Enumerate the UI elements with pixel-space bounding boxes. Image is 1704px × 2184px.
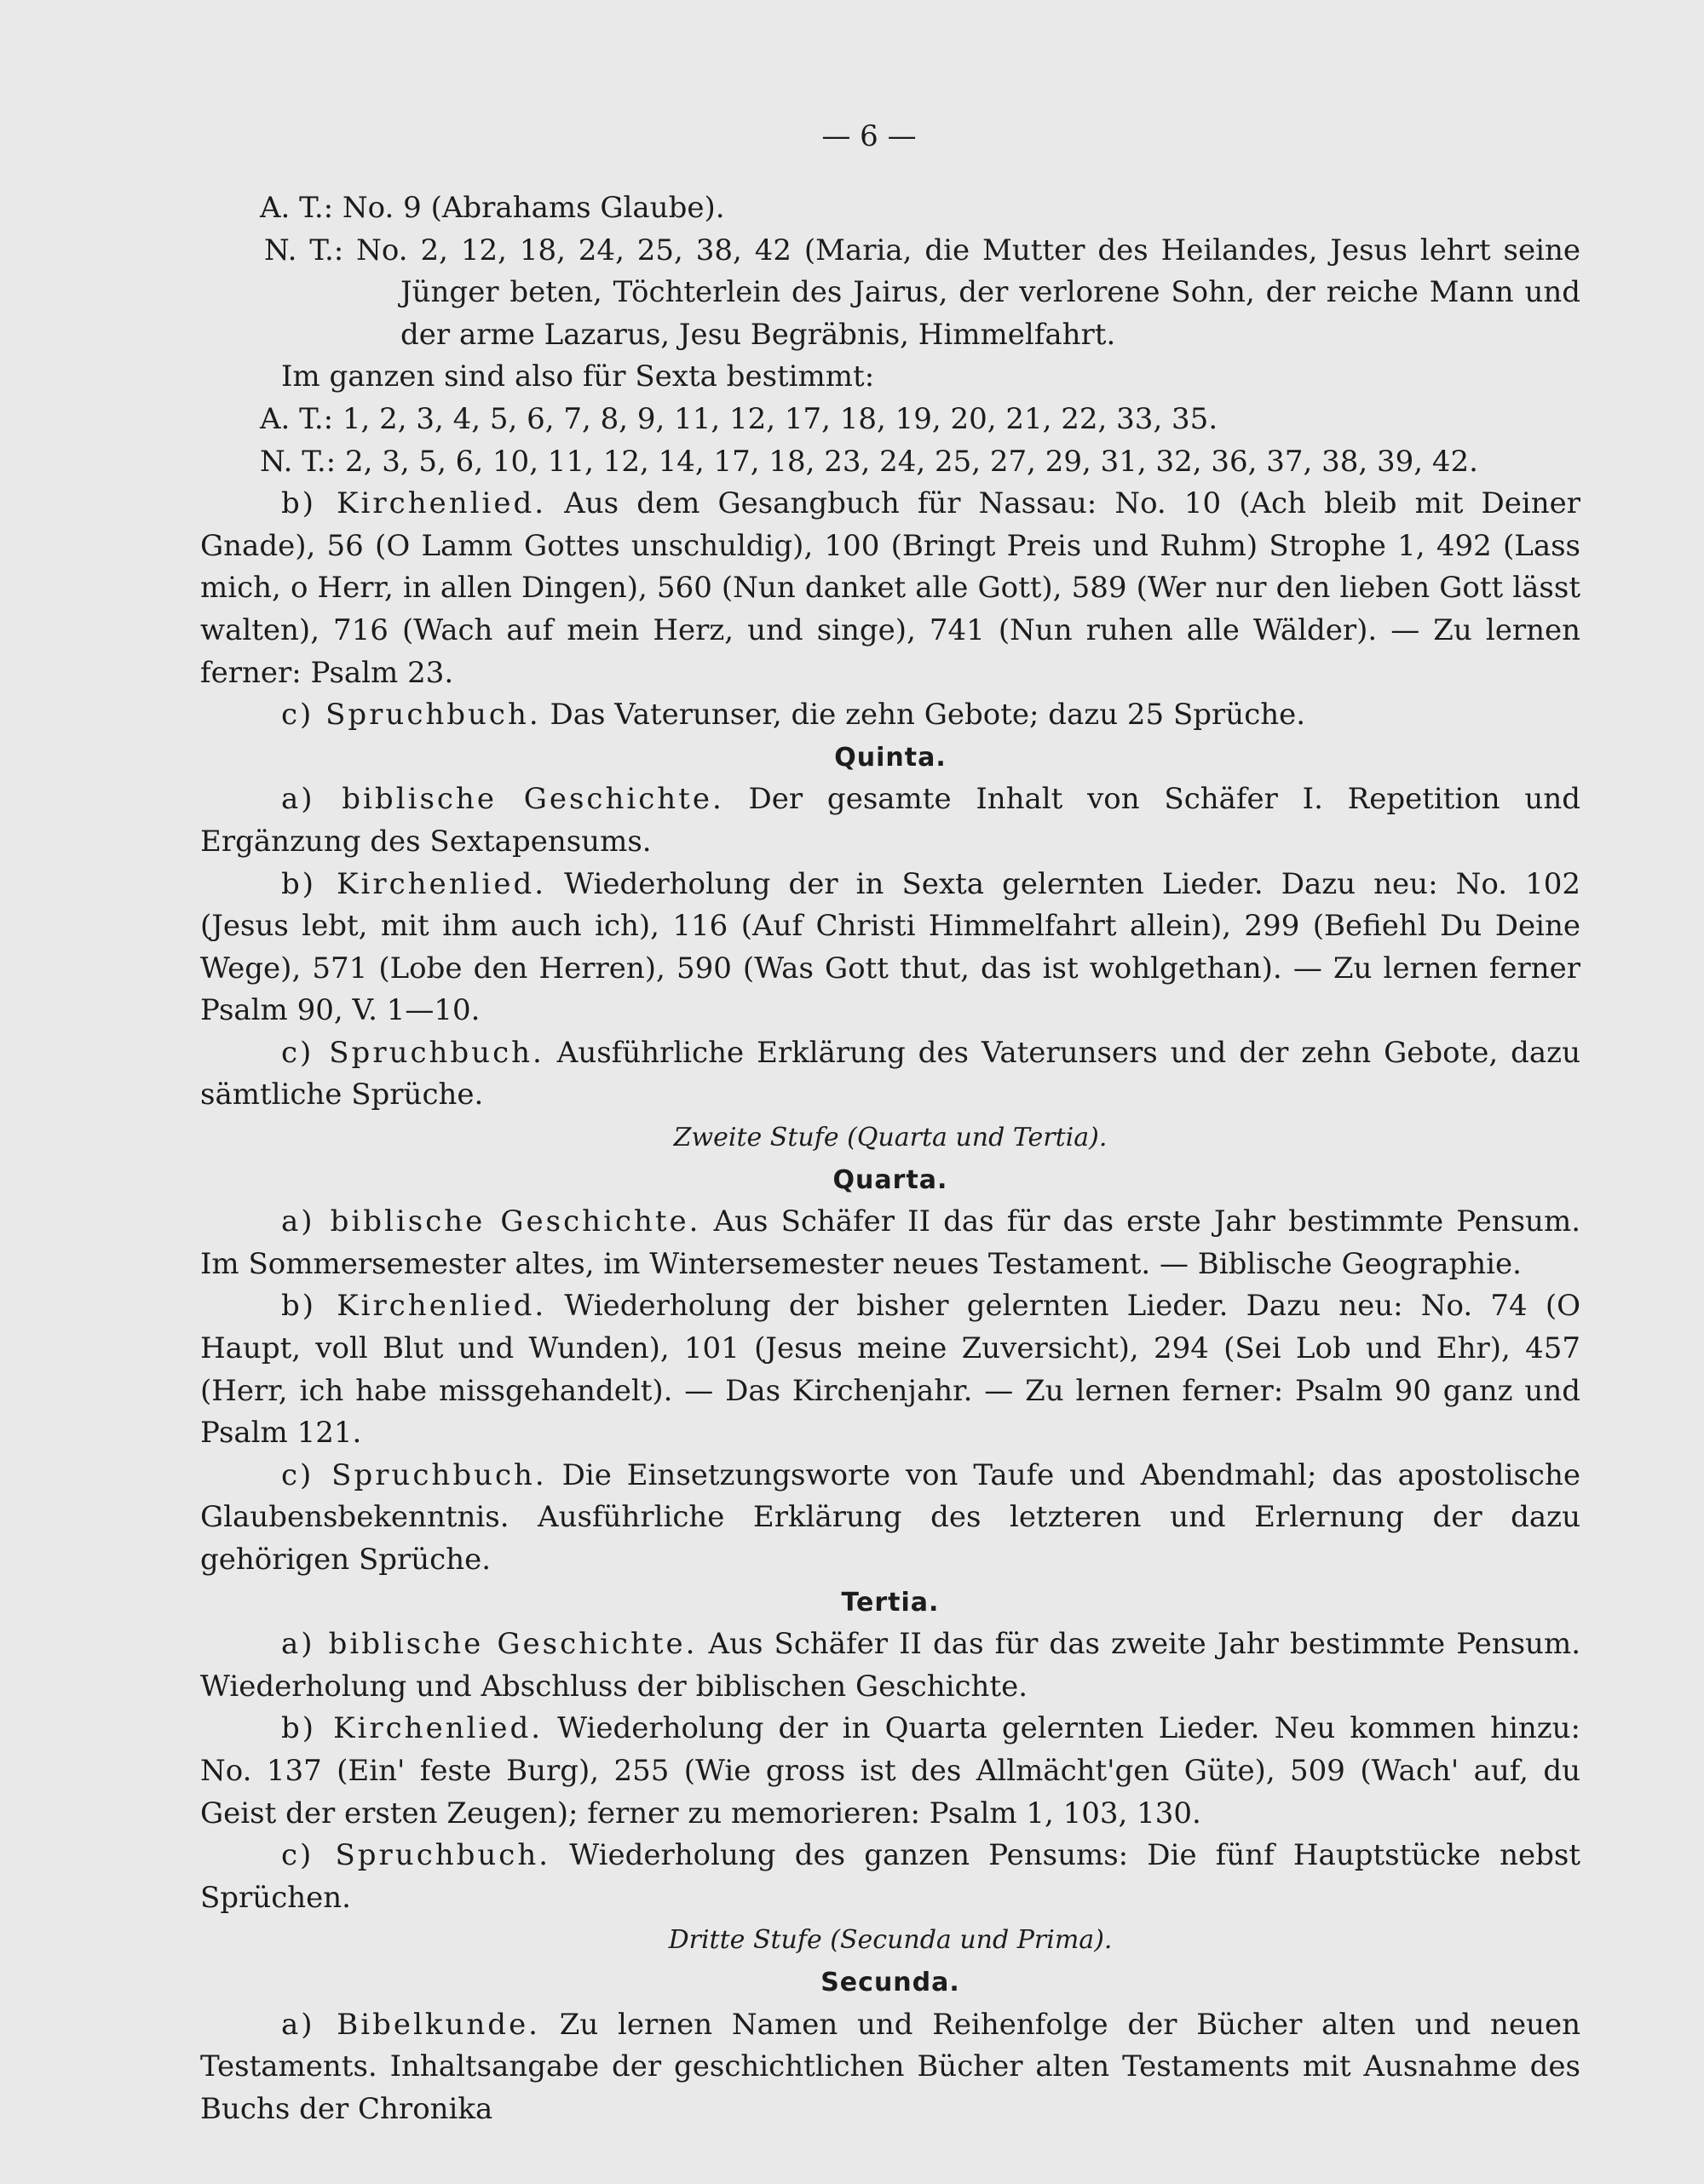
label: a) biblische Geschichte.	[281, 1204, 701, 1239]
sexta-kirchenlied	[200, 483, 1580, 694]
at-line-1: A. T.: No. 9 (Abrahams Glaube).	[260, 191, 725, 225]
label: b) Kirchenlied.	[281, 1289, 547, 1324]
quarta-c	[200, 1455, 1580, 1582]
text: Der gesamte Inhalt von Schäfer I. Repetition und Ergänzung des Sextapensums.	[200, 782, 1580, 859]
text: Aus Schäfer II das für das erste Jahr bestimmte Pensum. Im Sommersemester altes, im Wintersemester neues Testament. — Biblische Geographie.	[200, 1204, 1580, 1281]
text: Ausführliche Erklärung des Vaterunsers und der zehn Gebote, dazu sämtliche Sprüche.	[200, 1035, 1580, 1112]
body-text	[200, 187, 1580, 2130]
text: Aus dem Gesangbuch für Nassau: No. 10 (Ach bleib mit Deiner Gnade), 56 (O Lamm Gottes unschuldig), 100 (Bringt Preis und Ruhm) Strophe 1, 492 (Lass mich, o Herr, in allen Dingen), 560 (Nun danket alle Gott), 589 (Wer nur den lieben Gott lässt walten), 716 (Wach auf mein Herz, und singe), 741 (Nun ruhen alle Wälder). — Zu lernen ferner: Psalm 23.	[200, 486, 1581, 690]
text: Zu lernen Namen und Reihenfolge der Bücher alten und neuen Testaments. Inhaltsangabe der geschichtlichen Bücher alten Testaments mit Ausnahme des Buchs der Chronika	[200, 2007, 1580, 2126]
sexta-spruchbuch	[200, 694, 1580, 737]
quinta-b	[200, 864, 1580, 1032]
tertia-b	[200, 1708, 1580, 1835]
heading-quinta: Quinta.	[834, 742, 947, 773]
stufe-3: Dritte Stufe (Secunda und Prima).	[668, 1925, 1113, 1956]
text: Wiederholung des ganzen Pensums: Die fünf Hauptstücke nebst Sprüchen.	[200, 1838, 1580, 1915]
label: a) biblische Geschichte.	[281, 1627, 698, 1662]
text: Aus Schäfer II das für das zweite Jahr bestimmte Pensum. Wiederholung und Abschluss der biblischen Geschichte.	[200, 1627, 1580, 1704]
quinta-a	[200, 779, 1580, 863]
text: Wiederholung der in Sexta gelernten Lieder. Dazu neu: No. 102 (Jesus lebt, mit ihm auch ich), 116 (Auf Christi Himmelfahrt allein), 299 (Befiehl Du Deine Wege), 571 (Lobe den Herren), 590 (Was Gott thut, das ist wohlgethan). — Zu lernen ferner Psalm 90, V. 1—10.	[200, 866, 1580, 1028]
stufe-2: Zweite Stufe (Quarta und Tertia).	[673, 1123, 1108, 1153]
label: a) biblische Geschichte.	[281, 782, 724, 817]
label: c) Spruchbuch.	[281, 1035, 544, 1070]
label: a) Bibelkunde.	[281, 2007, 540, 2042]
label: b) Kirchenlied.	[281, 486, 547, 521]
at-line-2: A. T.: 1, 2, 3, 4, 5, 6, 7, 8, 9, 11, 12, 17, 18, 19, 20, 21, 22, 33, 35.	[260, 401, 1218, 436]
text: Die Einsetzungsworte von Taufe und Abendmahl; das apostolische Glaubensbekenntnis. Ausführliche Erklärung des letzteren und Erlernung der dazu gehörigen Sprüche.	[200, 1457, 1580, 1577]
label: b) Kirchenlied.	[281, 1711, 544, 1746]
heading-secunda: Secunda.	[820, 1967, 960, 1997]
tertia-c	[200, 1835, 1580, 1919]
label: c) Spruchbuch.	[281, 698, 541, 733]
quarta-a	[200, 1201, 1580, 1285]
label: c) Spruchbuch.	[281, 1457, 547, 1492]
text: Wiederholung der in Quarta gelernten Lieder. Neu kommen hinzu: No. 137 (Ein' feste Burg), 255 (Wie gross ist des Allmächt'gen Güte), 509 (Wach' auf, du Geist der ersten Zeugen); ferner zu memorieren: Psalm 1, 103, 130.	[200, 1711, 1581, 1831]
text: Das Vaterunser, die zehn Gebote; dazu 25 Sprüche.	[550, 698, 1306, 733]
text: Wiederholung der bisher gelernten Lieder. Dazu neu: No. 74 (O Haupt, voll Blut und Wunden), 101 (Jesus meine Zuversicht), 294 (Sei Lob und Ehr), 457 (Herr, ich habe missgehandelt). — Das Kirchenjahr. — Zu lernen ferner: Psalm 90 ganz und Psalm 121.	[200, 1289, 1581, 1451]
heading-quarta: Quarta.	[832, 1164, 948, 1195]
secunda-a	[200, 2004, 1580, 2131]
summary-line: Im ganzen sind also für Sexta bestimmt:	[281, 359, 875, 394]
tertia-a	[200, 1624, 1580, 1708]
heading-tertia: Tertia.	[841, 1587, 940, 1618]
nt-line-1: N. T.: No. 2, 12, 18, 24, 25, 38, 42 (Maria, die Mutter des Heilandes, Jesus lehrt seine Jünger beten, Töchterlein des Jairus, der verlorene Sohn, der reiche Mann und der arme Lazarus, Jesu Begräbnis, Himmelfahrt.	[264, 233, 1580, 352]
nt-line-2: N. T.: 2, 3, 5, 6, 10, 11, 12, 14, 17, 18, 23, 24, 25, 27, 29, 31, 32, 36, 37, 38, 39, 42.	[260, 444, 1478, 479]
page-number: — 6 —	[821, 119, 917, 153]
quinta-c	[200, 1032, 1580, 1117]
label: c) Spruchbuch.	[281, 1838, 551, 1873]
quarta-b	[200, 1285, 1580, 1454]
label: b) Kirchenlied.	[281, 866, 547, 901]
